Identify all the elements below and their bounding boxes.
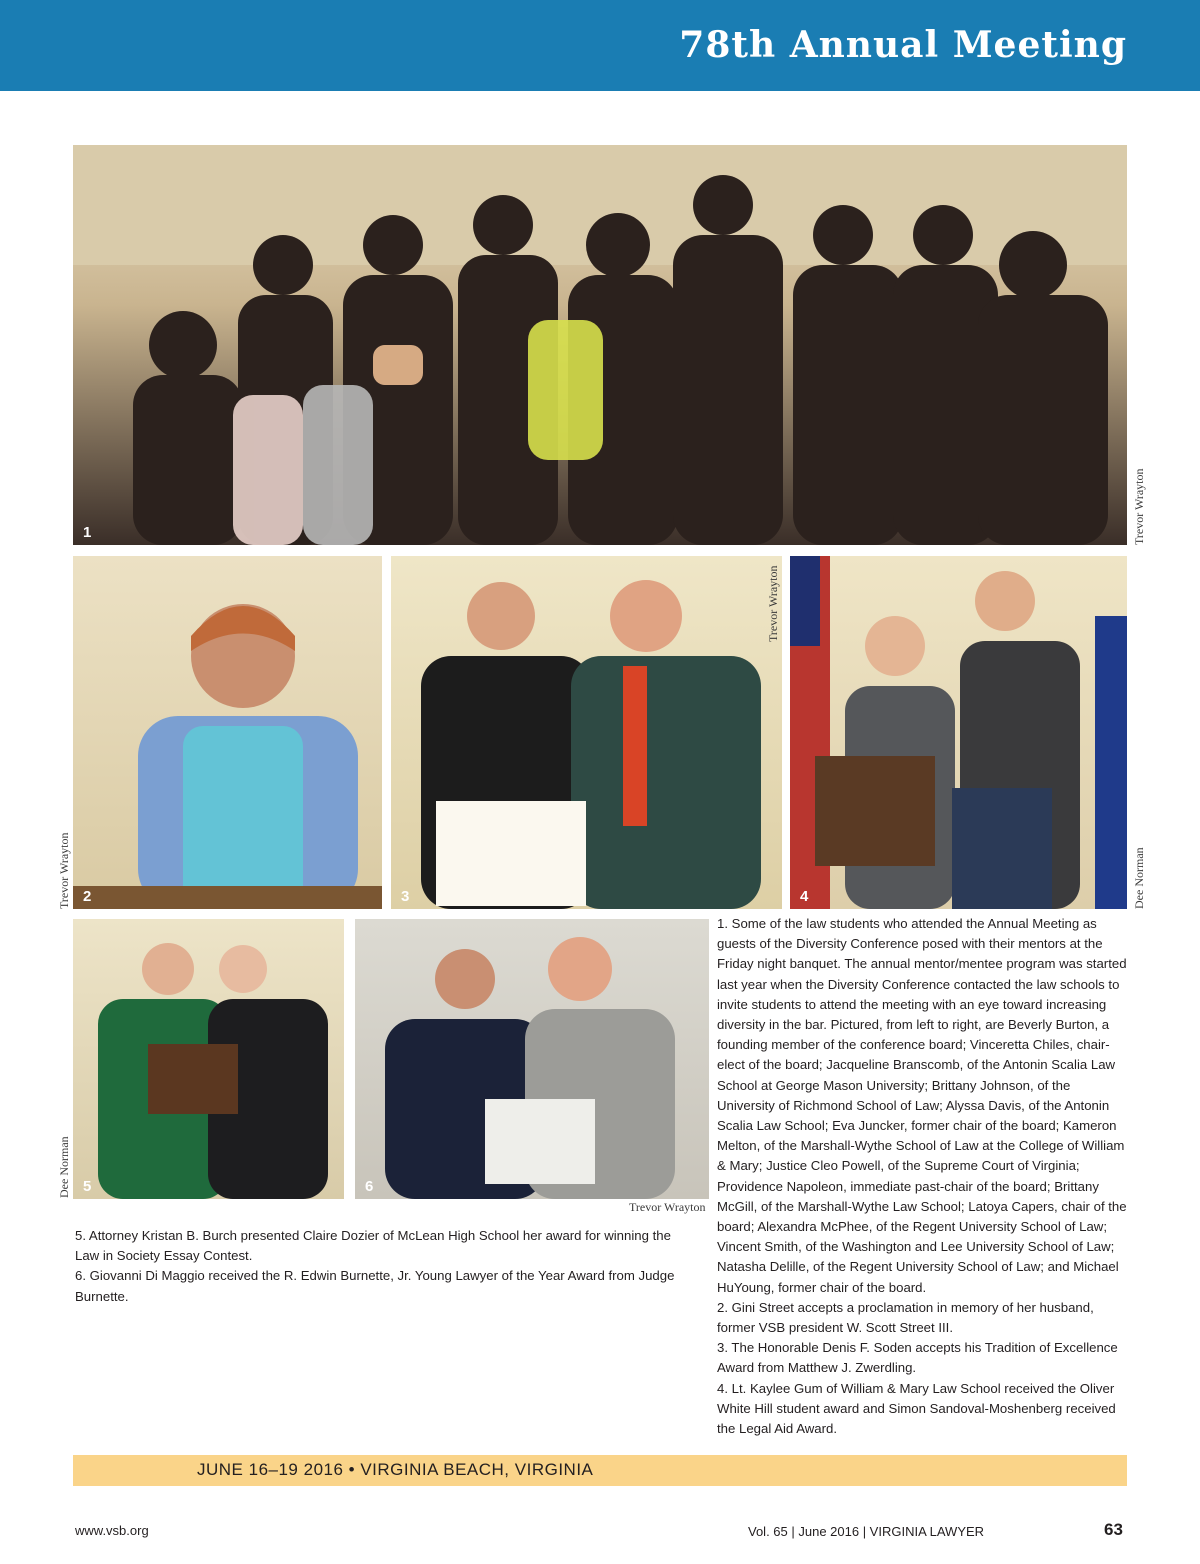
event-dates-location: JUNE 16–19 2016 • VIRGINIA BEACH, VIRGINIA: [197, 1460, 594, 1479]
photo-6-image: [355, 919, 709, 1199]
magazine-info: Vol. 65 | June 2016 | VIRGINIA LAWYER: [748, 1524, 985, 1539]
photo-credit: Trevor Wrayton: [629, 1200, 706, 1214]
photo-4-awards: [790, 556, 1127, 909]
caption-5: 5. Attorney Kristan B. Burch presented Claire Dozier of McLean High School her award for winning the Law in Society Essay Contest.: [75, 1228, 671, 1264]
caption-1: 1. Some of the law students who attended the Annual Meeting as guests of the Diversity Conference posed with their mentors at the Friday night banquet. The annual mentor/mentee program was started last year when the Diversity Conference contacted the law schools to invite students to attend the meeting with an eye toward increasing diversity in the bar. Pictured, from left to right, are Beverly Burton, a founding member of the conference board; Vinceretta Chiles, chair-elect of the board; Jacqueline Branscomb, of the Antonin Scalia Law School at George Mason University; Brittany Johnson, of the University of Richmond School of Law; Alyssa Davis, of the Antonin Scalia Law School; Eva Juncker, former chair of the board; Kameron Melton, of the Marshall-Wythe School of Law at the College of William & Mary; Justice Cleo Powell, of the Supreme Court of Virginia; Providence Napoleon, immediate past-chair of the board; Brittany McGill, of the Marshall-Wythe Law School; Latoya Capers, chair of the board; Alexandra McPhee, of the Regent University School of Law; Vincent Smith, of the Washington and Lee University School of Law; Natasha Delille, of the Regent University School of Law; and Michael HuYoung, former chair of the board.: [717, 916, 1127, 1295]
caption-3: 3. The Honorable Denis F. Soden accepts his Tradition of Excellence Award from Matthew J. Zwerdling.: [717, 1340, 1118, 1376]
photo-3-award: [391, 556, 782, 909]
photo-number: 3: [401, 888, 410, 905]
photo-2-speaker: [73, 556, 382, 909]
page-title: 78th Annual Meeting: [679, 24, 1127, 66]
photo-number: 1: [83, 524, 92, 541]
caption-2: 2. Gini Street accepts a proclamation in memory of her husband, former VSB president W. Scott Street III.: [717, 1299, 1094, 1336]
photo-2-image: [73, 556, 382, 909]
photo-credit: Trevor Wrayton: [1132, 468, 1146, 545]
photo-number: 6: [365, 1178, 374, 1195]
photo-4-image: [790, 556, 1127, 909]
photo-6-young-lawyer: [355, 919, 709, 1199]
photo-credit: Trevor Wrayton: [57, 832, 71, 909]
captions-right: [717, 914, 1127, 1439]
photo-1-image: [73, 145, 1127, 545]
photo-number: 2: [83, 888, 92, 905]
photo-number: 4: [800, 888, 809, 905]
photo-credit: Dee Norman: [57, 1136, 71, 1198]
photo-number: 5: [83, 1178, 92, 1195]
photo-3-image: [391, 556, 782, 909]
event-banner: [73, 1455, 1127, 1486]
photo-5-image: [73, 919, 344, 1199]
page-number: 63: [1104, 1520, 1123, 1539]
photo-5-essay-award: [73, 919, 344, 1199]
photo-1-group: [73, 145, 1127, 545]
photo-credit: Trevor Wrayton: [766, 565, 780, 642]
caption-6: 6. Giovanni Di Maggio received the R. Edwin Burnette, Jr. Young Lawyer of the Year Award from Judge Burnette.: [75, 1268, 675, 1304]
captions-left: [75, 1226, 695, 1307]
photo-credit: Dee Norman: [1132, 847, 1146, 909]
caption-4: 4. Lt. Kaylee Gum of William & Mary Law School received the Oliver White Hill student award and Simon Sandoval-Moshenberg received the Legal Aid Award.: [717, 1380, 1116, 1437]
header-band: [0, 0, 1200, 91]
website-url: www.vsb.org: [75, 1523, 149, 1538]
